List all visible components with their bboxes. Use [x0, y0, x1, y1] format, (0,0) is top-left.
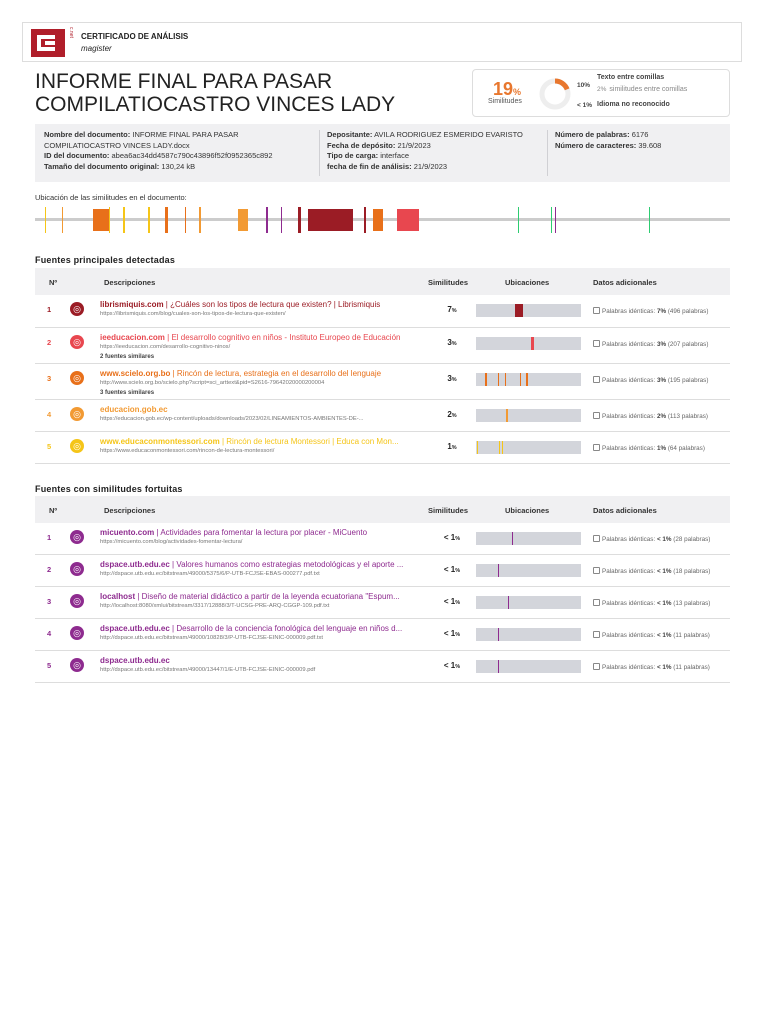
source-location-mark	[502, 441, 503, 454]
certificate-subtitle: magister	[81, 44, 112, 53]
additional-data: Palabras idénticas: 2% (113 palabras)	[593, 412, 708, 420]
source-row[interactable]	[35, 364, 730, 400]
source-domain: dspace.utb.edu.ec	[100, 560, 170, 569]
analysis-end-date: 21/9/2023	[413, 161, 448, 171]
source-domain: dspace.utb.edu.ec	[100, 624, 170, 633]
source-number: 2	[47, 338, 52, 347]
source-url[interactable]: https://educacion.gob.ec/wp-content/uploads/downloads/2023/02/LINEAMIENTOS-AMBIENTES-DE-...	[100, 416, 364, 422]
source-similarity-percent: < 1%	[443, 533, 461, 542]
similarity-location-bar	[35, 207, 730, 233]
source-row[interactable]	[35, 523, 730, 555]
source-domain: localhost	[100, 592, 136, 601]
similarity-percent: 19%	[493, 79, 522, 99]
metadata-column-3: Número de palabras: 6176 Número de caracteres: 39.608	[555, 130, 662, 150]
globe-icon: ◎	[70, 371, 84, 385]
globe-icon: ◎	[70, 407, 84, 421]
fortuitous-sources-table	[35, 496, 730, 683]
source-row[interactable]	[35, 400, 730, 432]
source-link[interactable]	[100, 560, 425, 569]
similarity-donut-chart	[539, 78, 571, 110]
certificate-header	[22, 22, 742, 62]
copy-icon	[593, 307, 600, 314]
source-url[interactable]: http://dspace.utb.edu.ec/bitstream/49000/13447/1/E-UTB-FCJSE-EINIC-000009.pdf	[100, 667, 316, 673]
metadata-divider	[319, 130, 320, 176]
globe-icon: ◎	[70, 594, 84, 608]
similarity-location-mark	[555, 207, 556, 233]
source-title: | ¿Cuáles son los tipos de lectura que existen? | Librismiquis	[163, 300, 381, 309]
main-sources-header	[35, 268, 730, 295]
source-row[interactable]	[35, 651, 730, 683]
similarity-location-mark	[199, 207, 201, 233]
source-url[interactable]: http://dspace.utb.edu.ec/bitstream/49000/10828/3/P-UTB-FCJSE-EINIC-000009.pdf.txt	[100, 635, 323, 641]
source-domain: www.scielo.org.bo	[100, 369, 171, 378]
logo-bar-shape	[45, 41, 55, 45]
globe-icon: ◎	[70, 302, 84, 316]
source-number: 1	[47, 533, 52, 542]
source-location-mark	[499, 441, 500, 454]
source-location-mark	[498, 660, 499, 673]
similarity-location-mark	[551, 207, 552, 233]
fortuitous-sources-title: Fuentes con similitudes fortuitas	[35, 484, 183, 494]
source-location-mark	[498, 373, 499, 386]
source-link[interactable]	[100, 437, 425, 446]
source-location-mark	[506, 409, 508, 422]
additional-data: Palabras idénticas: < 1% (11 palabras)	[593, 663, 710, 671]
globe-icon: ◎	[70, 658, 84, 672]
col-additional-data: Datos adicionales	[593, 506, 657, 515]
source-url[interactable]: http://localhost:8080/xmlui/bitstream/3317/12888/3/T-UCSG-PRE-ARQ-CGGP-109.pdf.txt	[100, 603, 330, 609]
similarity-location-mark	[238, 209, 248, 231]
source-location-bar	[476, 532, 581, 545]
additional-data: Palabras idénticas: < 1% (11 palabras)	[593, 631, 710, 639]
location-label: Ubicación de las similitudes en el documento:	[35, 193, 187, 202]
similarity-location-mark	[649, 207, 650, 233]
source-number: 1	[47, 305, 52, 314]
copy-icon	[593, 412, 600, 419]
source-number: 5	[47, 661, 52, 670]
globe-icon: ◎	[70, 530, 84, 544]
source-link[interactable]	[100, 300, 425, 309]
globe-icon: ◎	[70, 626, 84, 640]
source-location-mark	[526, 373, 528, 386]
source-domain: www.educaconmontessori.com	[100, 437, 220, 446]
copy-icon	[593, 535, 600, 542]
source-domain: dspace.utb.edu.ec	[100, 656, 170, 665]
source-similarity-percent: < 1%	[443, 565, 461, 574]
doc-name: INFORME FINAL PARA PASAR COMPILATIOCASTRO VINCES LADY.docx	[44, 130, 239, 150]
source-domain: librismiquis.com	[100, 300, 164, 309]
similarity-label: Similitudes	[488, 98, 522, 105]
copy-icon	[593, 376, 600, 383]
source-url[interactable]: https://librismiquis.com/blog/cuales-son-los-tipos-de-lectura-que-existen/	[100, 311, 286, 317]
document-metadata	[35, 124, 730, 182]
col-locations: Ubicaciones	[505, 506, 550, 515]
source-domain: ieeducacion.com	[100, 333, 165, 342]
globe-icon: ◎	[70, 439, 84, 453]
source-location-mark	[498, 628, 499, 641]
col-num: Nº	[49, 278, 58, 287]
source-location-mark	[520, 373, 521, 386]
source-link[interactable]	[100, 592, 425, 601]
document-title: INFORME FINAL PARA PASAR COMPILATIOCASTRO VINCES LADY	[35, 70, 396, 116]
similarity-location-mark	[518, 207, 519, 233]
source-similarity-percent: < 1%	[443, 597, 461, 606]
source-link[interactable]	[100, 333, 425, 342]
additional-data: Palabras idénticas: 7% (496 palabras)	[593, 307, 708, 315]
similarity-location-mark	[281, 207, 282, 233]
similarity-location-mark	[93, 209, 109, 231]
source-link[interactable]	[100, 528, 425, 537]
source-similarity-percent: 3%	[447, 338, 457, 347]
upload-type: interface	[380, 151, 409, 160]
source-title: | Valores humanos como estrategias metodológicas y el aporte ...	[169, 560, 404, 569]
source-url[interactable]: https://ieeducacion.com/desarrollo-cognitivo-ninos/	[100, 344, 231, 350]
source-location-mark	[485, 373, 487, 386]
source-similarity-percent: < 1%	[443, 661, 461, 670]
copy-icon	[593, 340, 600, 347]
col-similarities: Similitudes	[428, 278, 469, 287]
source-number: 5	[47, 442, 52, 451]
source-number: 4	[47, 410, 52, 419]
unrecognized-percent: < 1%	[577, 102, 592, 109]
source-url[interactable]: https://www.educaconmontessori.com/rincon-de-lectura-montessori/	[100, 448, 275, 454]
source-url[interactable]: http://dspace.utb.edu.ec/bitstream/49000/5375/6/P-UTB-FCJSE-EBAS-000277.pdf.txt	[100, 571, 320, 577]
quoted-percent: 10%	[577, 82, 591, 89]
additional-data: Palabras idénticas: < 1% (13 palabras)	[593, 599, 710, 607]
source-row[interactable]	[35, 555, 730, 587]
globe-icon: ◎	[70, 562, 84, 576]
metadata-divider	[547, 130, 548, 176]
main-sources-title: Fuentes principales detectadas	[35, 255, 176, 265]
similarity-summary	[472, 69, 730, 117]
source-similarity-percent: 3%	[447, 374, 457, 383]
source-location-bar	[476, 337, 581, 350]
source-number: 3	[47, 374, 52, 383]
similarity-location-mark	[373, 209, 383, 231]
source-number: 3	[47, 597, 52, 606]
copy-icon	[593, 444, 600, 451]
source-row[interactable]	[35, 587, 730, 619]
source-domain: educacion.gob.ec	[100, 405, 168, 414]
additional-data: Palabras idénticas: 3% (207 palabras)	[593, 340, 708, 348]
logo-text: c.net	[68, 27, 74, 38]
source-similarity-percent: 1%	[447, 442, 457, 451]
col-descriptions: Descripciones	[104, 278, 156, 287]
source-similarity-percent: 2%	[447, 410, 457, 419]
source-similarity-percent: < 1%	[443, 629, 461, 638]
between-quotes-percent: 2%	[597, 86, 607, 93]
compilatio-logo	[31, 29, 65, 57]
unrecognized-language-label: Idioma no reconocido	[597, 101, 670, 108]
similarity-location-mark	[165, 207, 168, 233]
col-num: Nº	[49, 506, 58, 515]
source-title: | Rincón de lectura Montessori | Educa con Mon...	[219, 437, 399, 446]
similarity-location-mark	[148, 207, 150, 233]
source-title: | El desarrollo cognitivo en niños - Instituto Europeo de Educación	[164, 333, 401, 342]
source-domain: micuento.com	[100, 528, 155, 537]
similarity-location-mark	[123, 207, 125, 233]
globe-icon: ◎	[70, 335, 84, 349]
additional-data: Palabras idénticas: < 1% (28 palabras)	[593, 535, 710, 543]
between-quotes-label: similitudes entre comillas	[609, 86, 688, 93]
metadata-column-1: Nombre del documento: INFORME FINAL PARA PASAR COMPILATIOCASTRO VINCES LADY.docx ID del documento: abea6ac34dd4587c790c43896f52f0952365c892 Tamaño del documento original: 130,24 kB	[44, 130, 273, 171]
depositor: AVILA RODRIGUEZ ESMERIDO EVARISTO	[374, 130, 523, 139]
source-location-mark	[515, 304, 523, 317]
source-location-bar	[476, 564, 581, 577]
source-location-bar	[476, 409, 581, 422]
source-location-mark	[520, 304, 521, 317]
source-location-bar	[476, 304, 581, 317]
copy-icon	[593, 663, 600, 670]
source-row[interactable]	[35, 295, 730, 328]
certificate-title: CERTIFICADO DE ANÁLISIS	[81, 32, 189, 41]
similar-sources-count[interactable]: 3 fuentes similares	[100, 390, 155, 396]
source-location-mark	[477, 441, 478, 454]
char-count: 39.608	[638, 140, 662, 150]
source-title: | Desarrollo de la conciencia fonológica del lenguaje en niños d...	[169, 624, 403, 633]
source-location-bar	[476, 596, 581, 609]
similarity-location-mark	[45, 207, 46, 233]
source-link[interactable]	[100, 405, 425, 414]
source-location-bar	[476, 373, 581, 386]
doc-size: 130,24 kB	[161, 161, 196, 171]
fortuitous-sources-header	[35, 496, 730, 523]
source-location-mark	[508, 596, 509, 609]
source-location-mark	[505, 373, 506, 386]
col-additional-data: Datos adicionales	[593, 278, 657, 287]
source-url[interactable]: http://www.scielo.org.bo/scielo.php?script=sci_arttext&pid=S2616-79642020000200004	[100, 380, 325, 386]
similarity-location-mark	[185, 207, 186, 233]
source-url[interactable]: https://micuento.com/blog/actividades-fomentar-lectura/	[100, 539, 243, 545]
source-location-bar	[476, 628, 581, 641]
source-title: | Diseño de material didáctico a partir de la leyenda ecuatoriana "Espum...	[135, 592, 400, 601]
similarity-location-mark	[62, 207, 63, 233]
source-location-mark	[531, 337, 534, 350]
source-number: 2	[47, 565, 52, 574]
source-location-bar	[476, 660, 581, 673]
source-link[interactable]	[100, 656, 425, 665]
source-location-mark	[512, 532, 513, 545]
copy-icon	[593, 599, 600, 606]
source-title: | Actividades para fomentar la lectura por placer - MiCuento	[154, 528, 368, 537]
additional-data: Palabras idénticas: < 1% (18 palabras)	[593, 567, 710, 575]
col-locations: Ubicaciones	[505, 278, 550, 287]
word-count: 6176	[631, 130, 649, 139]
col-descriptions: Descripciones	[104, 506, 156, 515]
additional-data: Palabras idénticas: 1% (64 palabras)	[593, 444, 705, 452]
doc-id: abea6ac34dd4587c790c43896f52f0952365c892	[111, 151, 273, 160]
similarity-location-mark	[109, 207, 110, 233]
copy-icon	[593, 567, 600, 574]
source-row[interactable]	[35, 432, 730, 464]
similarity-location-mark	[308, 209, 353, 231]
source-location-bar	[476, 441, 581, 454]
source-link[interactable]	[100, 624, 425, 633]
source-title: | Rincón de lectura, estrategia en el desarrollo del lenguaje	[170, 369, 382, 378]
quoted-text-label: Texto entre comillas	[597, 74, 665, 81]
metadata-column-2: Depositante: AVILA RODRIGUEZ ESMERIDO EVARISTO Fecha de depósito: 21/9/2023 Tipo de carga: interface fecha de fin de análisis: 21/9/2023	[327, 130, 523, 171]
source-similarity-percent: 7%	[447, 305, 457, 314]
deposit-date: 21/9/2023	[397, 140, 431, 150]
source-number: 4	[47, 629, 52, 638]
similarity-location-mark	[266, 207, 268, 233]
additional-data: Palabras idénticas: 3% (195 palabras)	[593, 376, 708, 384]
source-location-mark	[498, 564, 499, 577]
between-quotes-line	[597, 86, 687, 93]
main-sources-table	[35, 268, 730, 464]
similar-sources-count[interactable]: 2 fuentes similares	[100, 354, 155, 360]
source-row[interactable]	[35, 619, 730, 651]
similarity-location-mark	[298, 207, 301, 233]
source-row[interactable]	[35, 328, 730, 364]
copy-icon	[593, 631, 600, 638]
col-similarities: Similitudes	[428, 506, 469, 515]
similarity-location-mark	[397, 209, 419, 231]
source-link[interactable]	[100, 369, 425, 378]
similarity-location-mark	[364, 207, 366, 233]
